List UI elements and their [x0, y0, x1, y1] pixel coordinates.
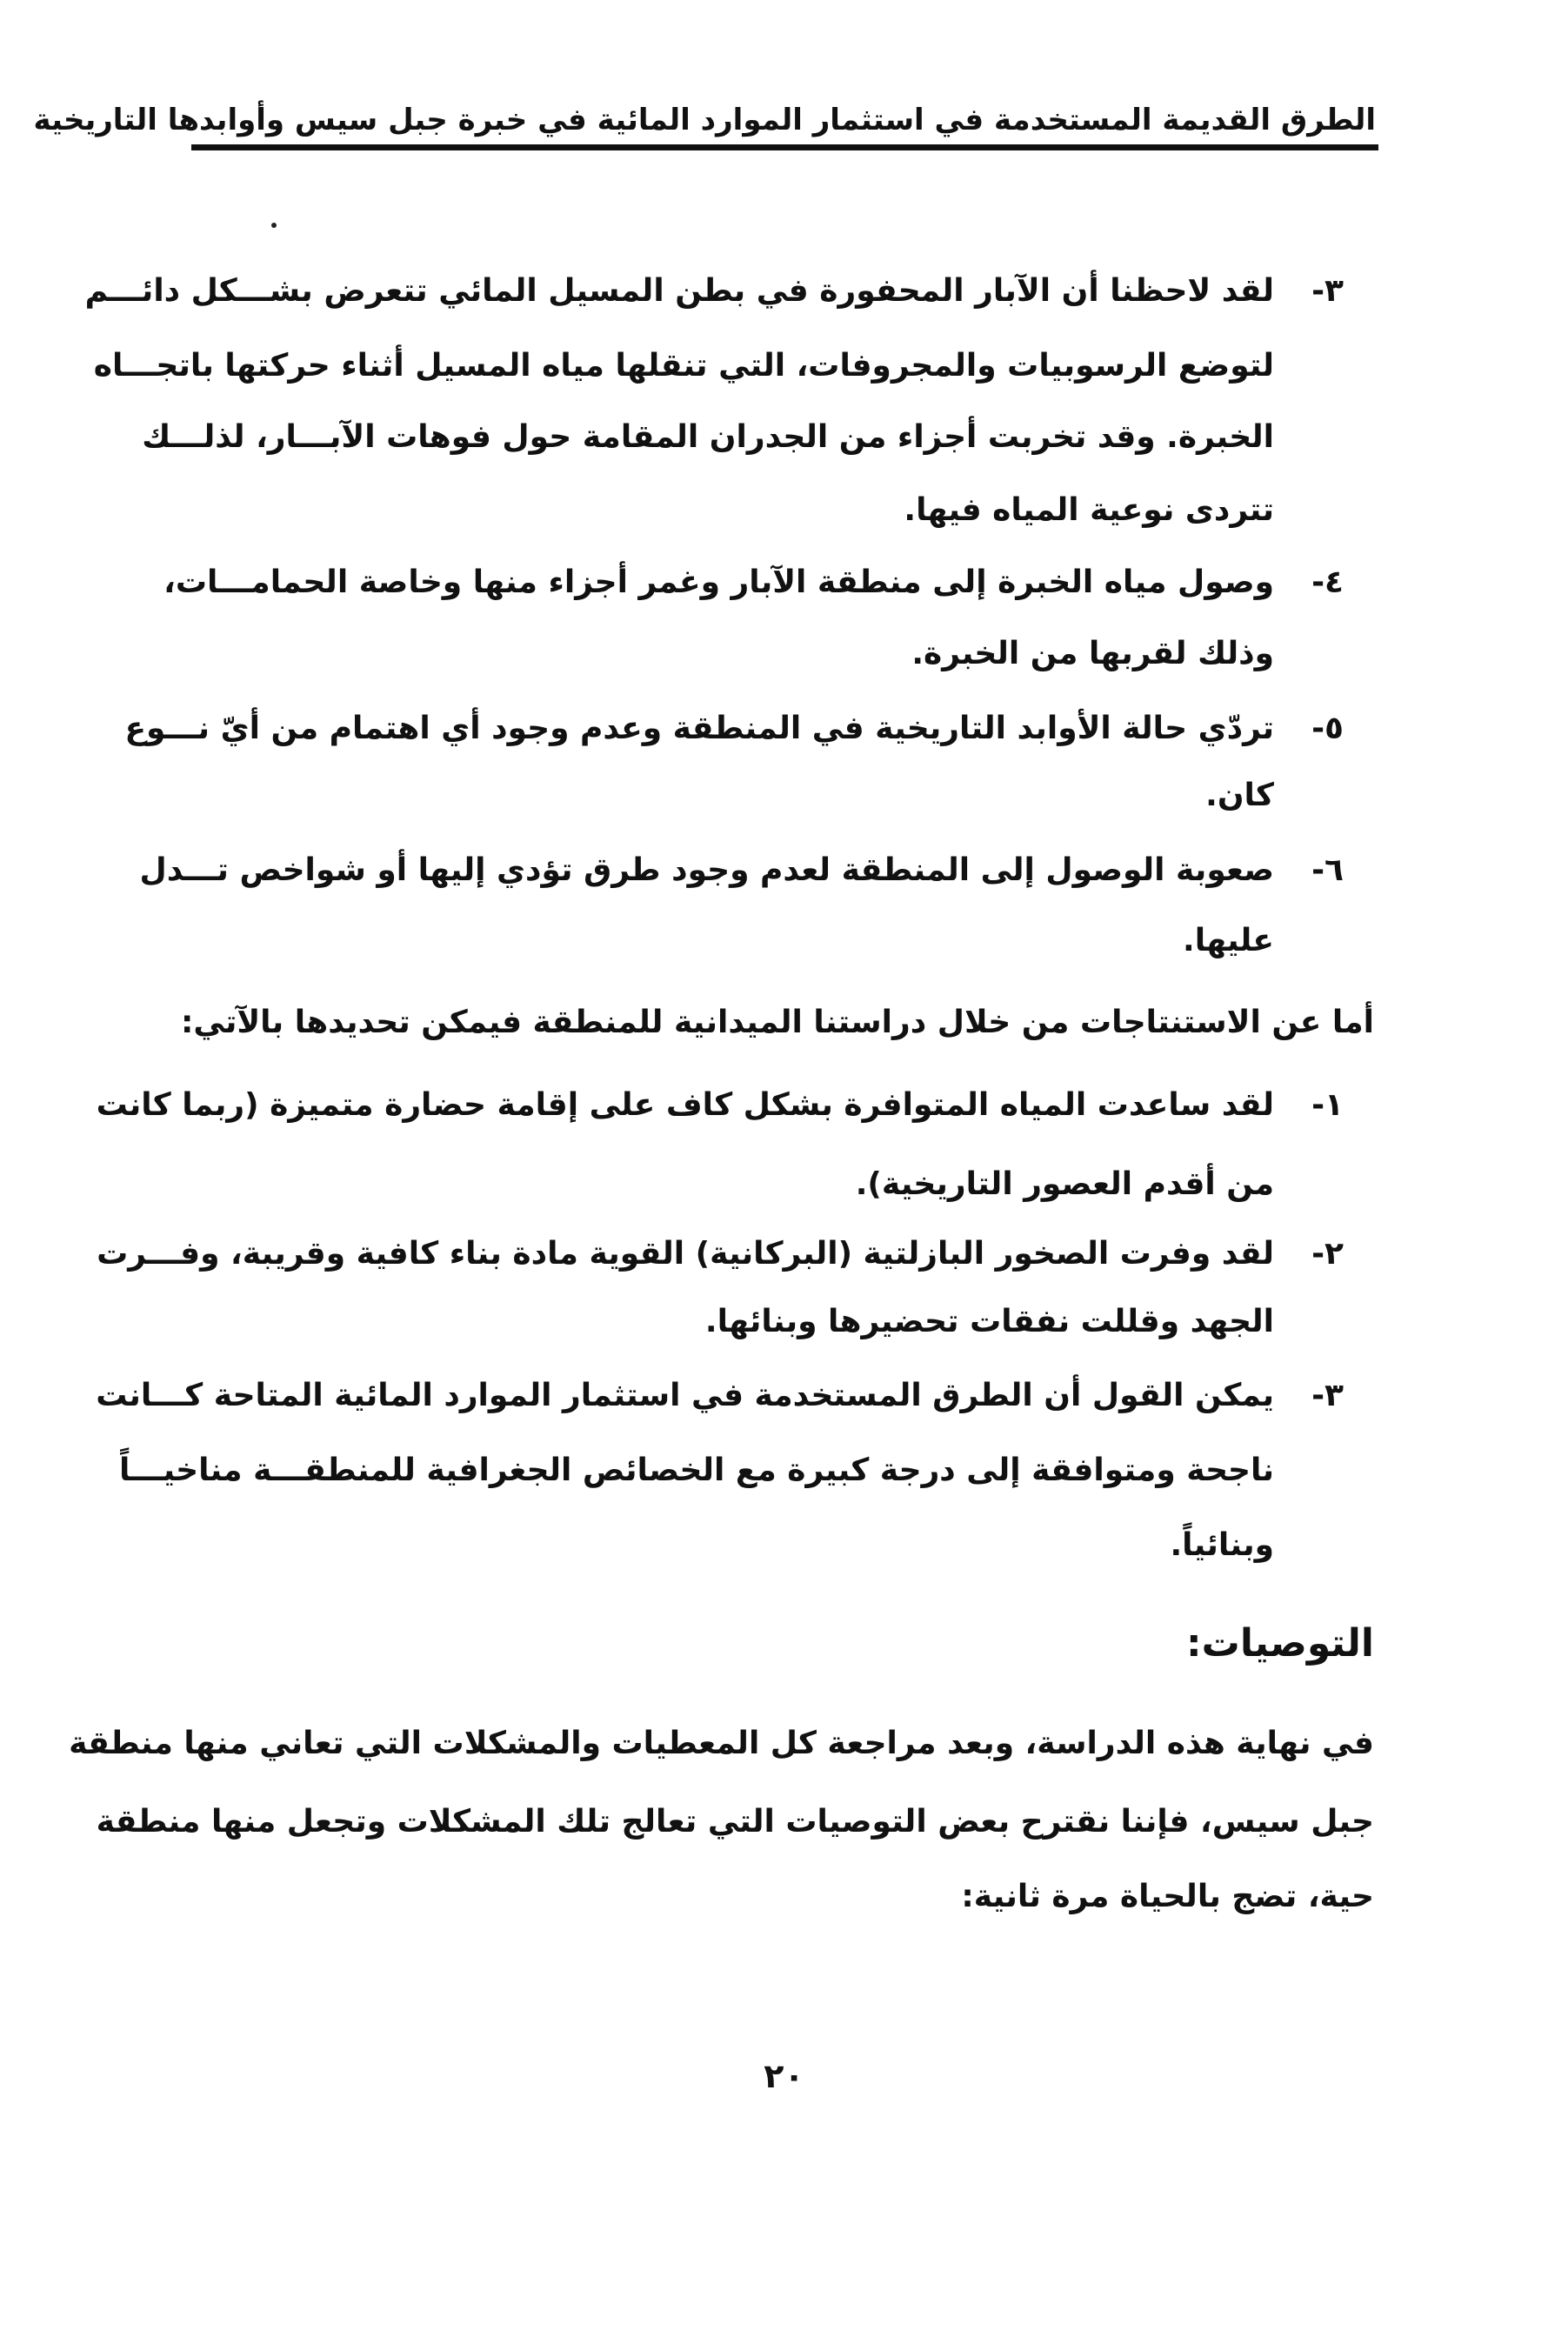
- list-item-line: لقد وفرت الصخور البازلتية (البركانية) القوية مادة بناء كافية وقريبة، وفـــرت: [97, 1236, 1274, 1272]
- recommendations-line: حية، تضج بالحياة مرة ثانية:: [961, 1879, 1374, 1914]
- list-item-line: وذلك لقربها من الخبرة.: [911, 636, 1274, 671]
- list-item-line: يمكن القول أن الطرق المستخدمة في استثمار الموارد المائية المتاحة كـــانت: [96, 1378, 1274, 1413]
- list-number: ٦-: [1311, 852, 1344, 888]
- recommendations-heading: التوصيات:: [1186, 1621, 1374, 1666]
- list-number: ٣-: [1311, 273, 1344, 309]
- list-item-line: وصول مياه الخبرة إلى منطقة الآبار وغمر أجزاء منها وخاصة الحمامـــات،: [163, 564, 1274, 600]
- list-number: ٥-: [1311, 711, 1344, 746]
- list-number: ٤-: [1311, 564, 1344, 600]
- recommendations-line: جبل سيس، فإننا نقترح بعض التوصيات التي تعالج تلك المشكلات وتجعل منها منطقة: [96, 1804, 1374, 1840]
- list-item-line: الجهد وقللت نفقات تحضيرها وبنائها.: [704, 1304, 1274, 1339]
- header-rule: [191, 144, 1378, 150]
- list-item-line: وبنائياً.: [1170, 1527, 1274, 1563]
- list-number: ١-: [1311, 1087, 1344, 1123]
- running-header: الطرق القديمة المستخدمة في استثمار الموارد المائية في خبرة جبل سيس وأوابدها التاريخية: [33, 103, 1376, 137]
- list-item-line: ناجحة ومتوافقة إلى درجة كبيرة مع الخصائص الجغرافية للمنطقـــة مناخيـــاً: [119, 1452, 1274, 1488]
- list-item-line: من أقدم العصور التاريخية).: [855, 1166, 1274, 1202]
- list-item-line: تردّي حالة الأوابد التاريخية في المنطقة وعدم وجود أي اهتمام من أيّ نـــوع: [124, 711, 1274, 746]
- list-number: ٣-: [1311, 1378, 1344, 1413]
- scan-speck: [271, 223, 277, 228]
- list-item-line: الخبرة. وقد تخربت أجزاء من الجدران المقامة حول فوهات الآبـــار، لذلـــك: [142, 419, 1274, 455]
- list-item-line: لقد ساعدت المياه المتوافرة بشكل كاف على إقامة حضارة متميزة (ربما كانت: [96, 1087, 1274, 1123]
- list-item-line: كان.: [1205, 778, 1274, 813]
- recommendations-line: في نهاية هذه الدراسة، وبعد مراجعة كل المعطيات والمشكلات التي تعاني منها منطقة: [69, 1726, 1374, 1761]
- conclusions-intro: أما عن الاستنتاجات من خلال دراستنا الميدانية للمنطقة فيمكن تحديدها بالآتي:: [181, 1005, 1374, 1040]
- list-item-line: تتردى نوعية المياه فيها.: [904, 492, 1274, 528]
- list-item-line: عليها.: [1183, 923, 1274, 958]
- list-item-line: لقد لاحظنا أن الآبار المحفورة في بطن المسيل المائي تتعرض بشـــكل دائـــم: [84, 273, 1274, 309]
- list-item-line: صعوبة الوصول إلى المنطقة لعدم وجود طرق تؤدي إليها أو شواخص تـــدل: [139, 852, 1274, 888]
- list-number: ٢-: [1311, 1236, 1344, 1272]
- list-item-line: لتوضع الرسوبيات والمجروفات، التي تنقلها مياه المسيل أثناء حركتها باتجـــاه: [93, 348, 1274, 384]
- page-number: ٢٠: [764, 2057, 804, 2095]
